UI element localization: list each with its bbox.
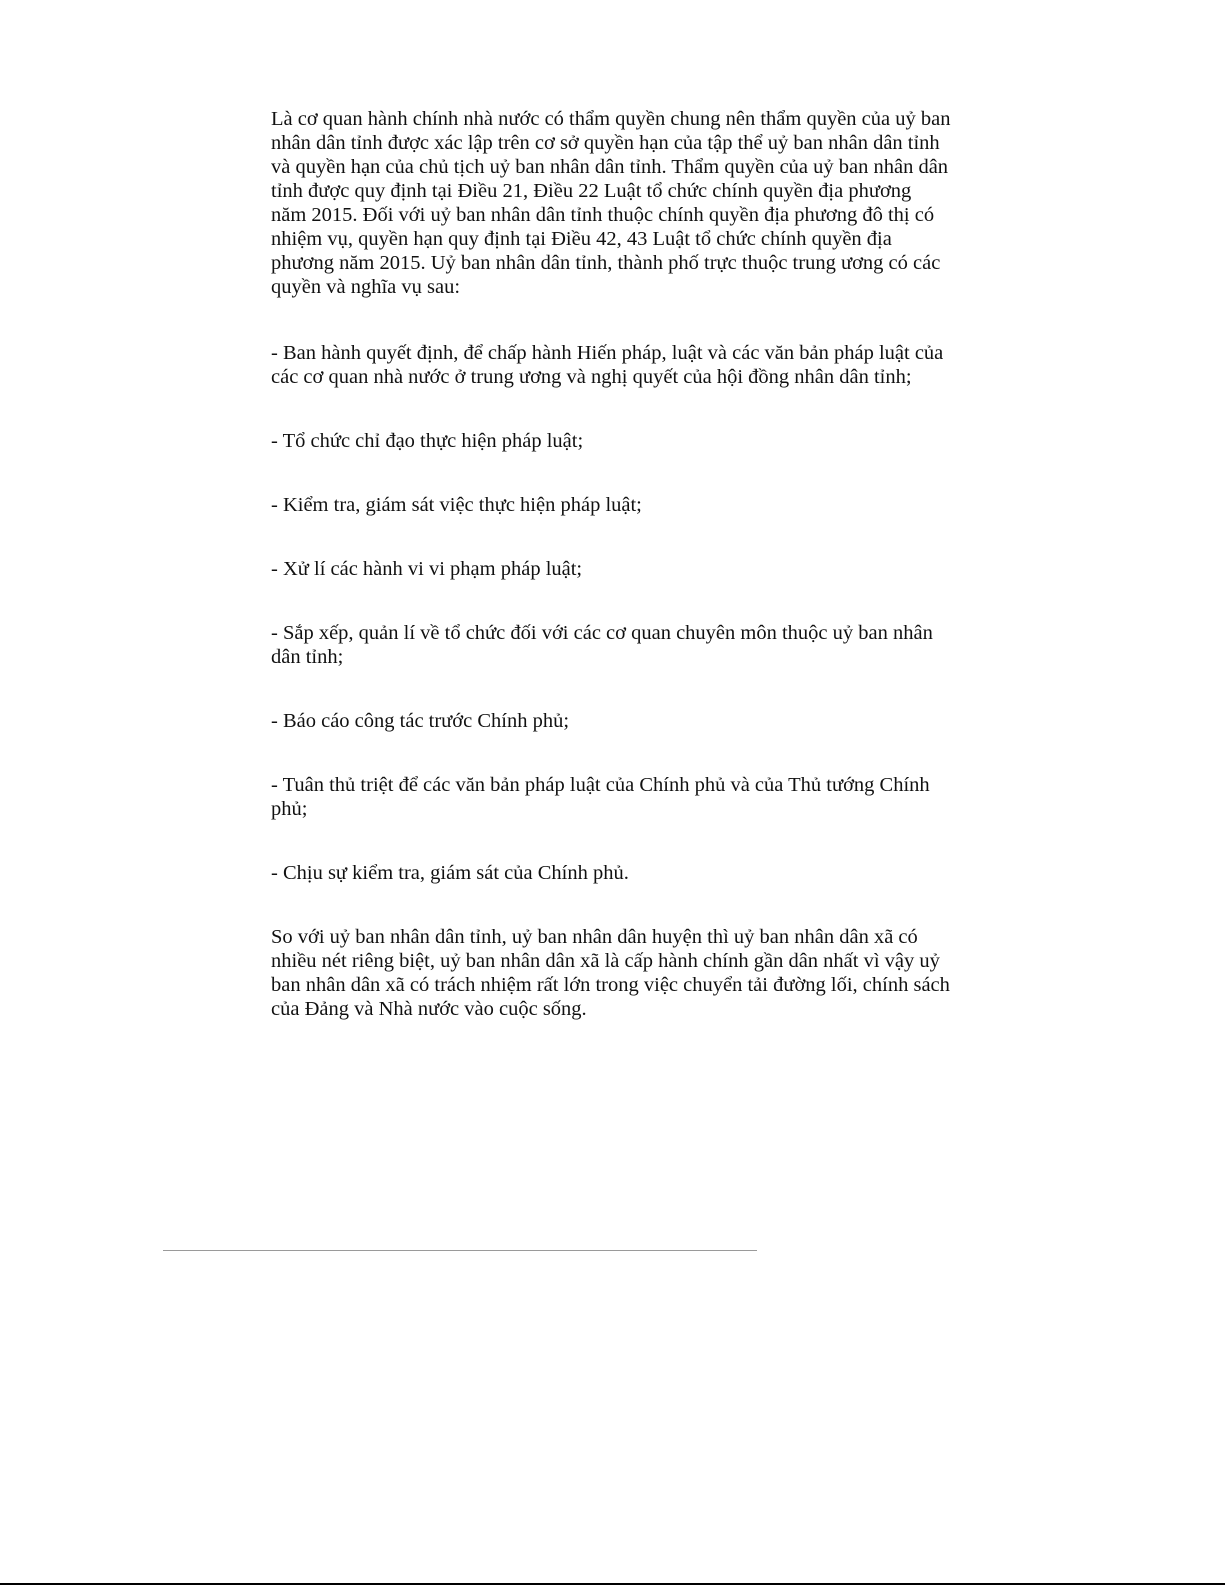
list-item: - Tổ chức chỉ đạo thực hiện pháp luật; bbox=[271, 430, 584, 452]
list-item: - Tuân thủ triệt để các văn bản pháp luật của Chính phủ và của Thủ tướng Chính phủ; bbox=[271, 774, 930, 820]
list-item: - Báo cáo công tác trước Chính phủ; bbox=[271, 710, 570, 732]
document-body bbox=[271, 107, 951, 1021]
footer-separator bbox=[163, 1250, 757, 1251]
list-item: - Kiểm tra, giám sát việc thực hiện pháp luật; bbox=[271, 494, 642, 516]
list-item: - Xử lí các hành vi vi phạm pháp luật; bbox=[271, 558, 583, 580]
list-item: - Sắp xếp, quản lí về tổ chức đối với các cơ quan chuyên môn thuộc uỷ ban nhân dân tỉnh; bbox=[271, 622, 933, 668]
list-item: - Chịu sự kiểm tra, giám sát của Chính phủ. bbox=[271, 862, 629, 884]
intro-paragraph: Là cơ quan hành chính nhà nước có thẩm quyền chung nên thẩm quyền của uỷ ban nhân dân tỉnh được xác lập trên cơ sở quyền hạn của tập thể uỷ ban nhân dân tỉnh và quyền hạn của chủ tịch uỷ ban nhân dân tỉnh. Thẩm quyền của uỷ ban nhân dân tỉnh được quy định tại Điều 21, Điều 22 Luật tổ chức chính quyền địa phương năm 2015. Đối với uỷ ban nhân dân tỉnh thuộc chính quyền địa phương đô thị có nhiệm vụ, quyền hạn quy định tại Điều 42, 43 Luật tổ chức chính quyền địa phương năm 2015. Uỷ ban nhân dân tỉnh, thành phố trực thuộc trung ương có các quyền và nghĩa vụ sau: bbox=[271, 108, 951, 298]
list-item: - Ban hành quyết định, để chấp hành Hiến pháp, luật và các văn bản pháp luật của các cơ quan nhà nước ở trung ương và nghị quyết của hội đồng nhân dân tỉnh; bbox=[271, 342, 944, 388]
closing-paragraph: So với uỷ ban nhân dân tỉnh, uỷ ban nhân dân huyện thì uỷ ban nhân dân xã có nhiều nét riêng biệt, uỷ ban nhân dân xã là cấp hành chính gần dân nhất vì vậy uỷ ban nhân dân xã có trách nhiệm rất lớn trong việc chuyển tải đường lối, chính sách của Đảng và Nhà nước vào cuộc sống. bbox=[271, 926, 950, 1020]
